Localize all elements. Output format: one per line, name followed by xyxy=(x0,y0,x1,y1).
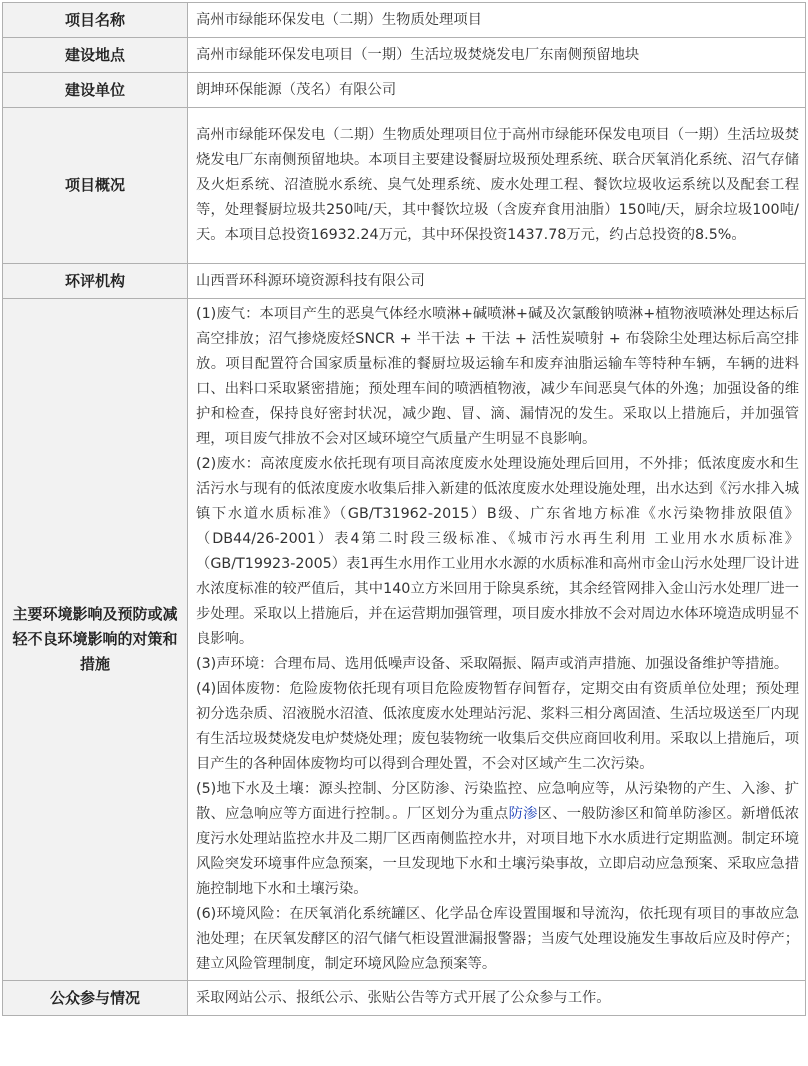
measure-noise: (3)声环境：合理布局、选用低噪声设备、采取隔振、隔声或消声措施、加强设备维护等措施。 xyxy=(196,656,789,672)
value-project-name: 高州市绿能环保发电（二期）生物质处理项目 xyxy=(188,3,806,38)
value-measures xyxy=(188,299,806,981)
label-public: 公众参与情况 xyxy=(3,981,188,1016)
measure-groundwater-text-2: 区、一般防渗区和简单防渗区。新增低浓度污水处理站监控水井及二期厂区西南侧监控水井，对项目地下水水质进行定期监测。制定环境风险突发环境事件应急预案，一旦发现地下水和土壤污染事故，立即启动应急预案、采取应急措施控制地下水和土壤污染。 xyxy=(196,806,800,897)
label-overview: 项目概况 xyxy=(3,108,188,264)
project-info-table xyxy=(2,2,806,1016)
value-public: 采取网站公示、报纸公示、张贴公告等方式开展了公众参与工作。 xyxy=(188,981,806,1016)
label-location: 建设地点 xyxy=(3,38,188,73)
label-project-name: 项目名称 xyxy=(3,3,188,38)
row-measures xyxy=(3,299,806,981)
row-eia-agency xyxy=(3,264,806,299)
measure-groundwater-soil xyxy=(196,777,799,902)
value-overview: 高州市绿能环保发电（二期）生物质处理项目位于高州市绿能环保发电项目（一期）生活垃圾焚烧发电厂东南侧预留地块。本项目主要建设餐厨垃圾预处理系统、联合厌氧消化系统、沼气存储及火炬系统、沼渣脱水系统、臭气处理系统、废水处理工程、餐饮垃圾收运系统以及配套工程等，处理餐厨垃圾共250吨/天，其中餐饮垃圾（含废弃食用油脂）150吨/天，厨余垃圾100吨/天。本项目总投资16932.24万元，其中环保投资1437.78万元，约占总投资的8.5%。 xyxy=(188,108,806,264)
row-overview xyxy=(3,108,806,264)
measure-waste-gas: (1)废气：本项目产生的恶臭气体经水喷淋+碱喷淋+碱及次氯酸钠喷淋+植物液喷淋处理达标后高空排放；沼气掺烧废烃SNCR + 半干法 + 干法 + 活性炭喷射 + 布袋除尘处理达标后高空排放。项目配置符合国家质量标准的餐厨垃圾运输车和废弃油脂运输车等特种车辆，车辆的进料口、出料口采取紧密措施；预处理车间的喷洒植物液，减少车间恶臭气体的外逸；加强设备的维护和检查，保持良好密封状况，减少跑、冒、滴、漏情况的发生。采取以上措施后，并加强管理，项目废气排放不会对区域环境空气质量产生明显不良影响。 xyxy=(196,306,799,447)
row-builder xyxy=(3,73,806,108)
value-eia-agency: 山西晋环科源环境资源科技有限公司 xyxy=(188,264,806,299)
row-location xyxy=(3,38,806,73)
measure-solid-waste: (4)固体废物：危险废物依托现有项目危险废物暂存间暂存，定期交由有资质单位处理；预处理初分选杂质、沼液脱水沼渣、低浓度废水处理站污泥、浆料三相分离固渣、生活垃圾送至厂内现有生活垃圾焚烧发电炉焚烧处理；废包装物统一收集后交供应商回收利用。采取以上措施后，项目产生的各种固体废物均可以得到合理处置，不会对区域产生二次污染。 xyxy=(196,681,799,772)
label-builder: 建设单位 xyxy=(3,73,188,108)
measure-env-risk: (6)环境风险：在厌氧消化系统罐区、化学品仓库设置围堰和导流沟，依托现有项目的事故应急池处理；在厌氧发酵区的沼气储气柜设置泄漏报警器；当废气处理设施发生事故后应及时停产；建立风险管理制度，制定环境风险应急预案等。 xyxy=(196,906,799,972)
label-eia-agency: 环评机构 xyxy=(3,264,188,299)
value-location: 高州市绿能环保发电项目（一期）生活垃圾焚烧发电厂东南侧预留地块 xyxy=(188,38,806,73)
row-project-name xyxy=(3,3,806,38)
measure-waste-water: (2)废水：高浓度废水依托现有项目高浓度废水处理设施处理后回用，不外排；低浓度废水和生活污水与现有的低浓度废水收集后排入新建的低浓度废水处理设施处理，出水达到《污水排入城镇下水道水质标准》（GB/T31962-2015）B级、广东省地方标准《水污染物排放限值》（DB44/26-2001）表4第二时段三级标准、《城市污水再生利用 工业用水水质标准》（GB/T19923-2005）表1再生水用作工业用水水源的水质标准和高州市金山污水处理厂设计进水浓度标准的较严值后，其中140立方米回用于除臭系统，其余经管网排入金山污水处理厂进一步处理。采取以上措施后，并在运营期加强管理，项目废水排放不会对周边水体环境造成明显不良影响。 xyxy=(196,456,799,647)
label-measures: 主要环境影响及预防或减轻不良环境影响的对策和措施 xyxy=(3,299,188,981)
measure-groundwater-text-1: (5)地下水及土壤：源头控制、分区防渗、污染监控、应急响应等，从污染物的产生、入渗、扩散、应急响应等方面进行控制。。厂区划分为重点 xyxy=(196,781,799,822)
seepage-link[interactable]: 防渗 xyxy=(508,806,538,822)
row-public-participation xyxy=(3,981,806,1016)
value-builder: 朗坤环保能源（茂名）有限公司 xyxy=(188,73,806,108)
